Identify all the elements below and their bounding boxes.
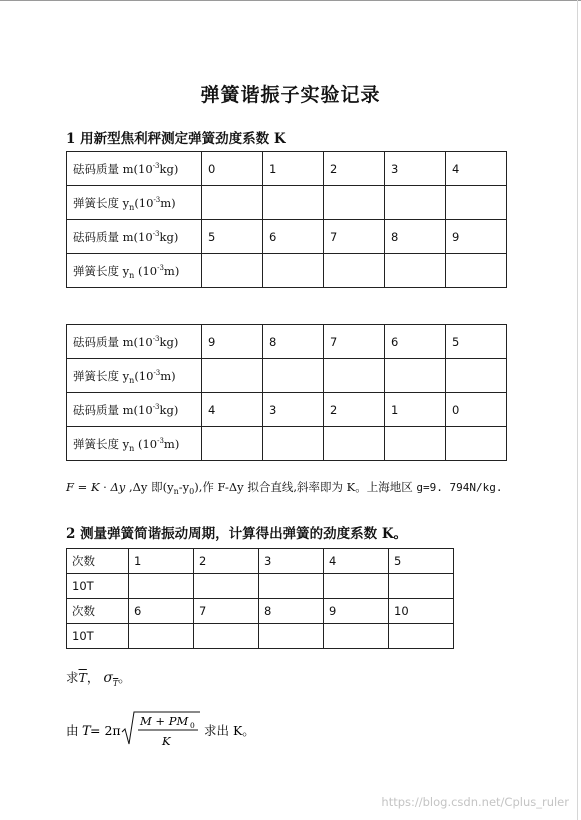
empty-cell[interactable]: [385, 359, 446, 393]
section-2-number: 2: [66, 526, 76, 542]
section-1-number: 1: [66, 131, 76, 147]
table-row: [67, 549, 454, 574]
table-row: [67, 186, 507, 220]
empty-cell[interactable]: [446, 186, 507, 220]
table-cell: 8: [263, 325, 324, 359]
gravity-value: g=9. 794N/kg.: [416, 481, 503, 494]
watermark: https://blog.csdn.net/Cplus_ruler: [381, 795, 569, 809]
formula-sub-0: 0: [189, 487, 195, 496]
table-cell: 5: [389, 549, 454, 574]
empty-cell[interactable]: [202, 359, 263, 393]
table-cell: 4: [202, 393, 263, 427]
numerator: M + PM: [140, 714, 189, 728]
table-cell: 2: [194, 549, 259, 574]
page-title: 弹簧谐振子实验记录: [200, 84, 381, 106]
numerator-subscript: 0: [190, 721, 195, 730]
formula-eq-2pi: = 2π: [90, 723, 121, 738]
table-cell: 3: [385, 152, 446, 186]
empty-cell[interactable]: [129, 624, 194, 649]
empty-cell[interactable]: [259, 624, 324, 649]
section-2-symbol: K。: [381, 526, 408, 542]
empty-cell[interactable]: [324, 186, 385, 220]
table-cell: 6: [129, 599, 194, 624]
empty-cell[interactable]: [263, 427, 324, 461]
page-right-edge: [577, 0, 578, 820]
hooke-formula-line: [66, 479, 502, 495]
section-1-symbol: K: [273, 131, 286, 147]
mean-suffix: 。: [118, 670, 131, 685]
table-cell: 7: [324, 325, 385, 359]
section-1-heading: [66, 127, 286, 147]
formula-text-2: ),作 F-Δy 拟合直线,斜率即为 K。上海地区: [194, 480, 417, 494]
table-cell: 4: [446, 152, 507, 186]
mean-period-symbol: $\overline{T}$: [78, 670, 87, 685]
denominator: K: [162, 734, 171, 748]
empty-cell[interactable]: [129, 574, 194, 599]
spring-table-2: [66, 324, 507, 461]
mean-prefix: 求: [66, 670, 79, 685]
table-row: [67, 325, 507, 359]
formula-suffix: 求出 K。: [204, 723, 255, 738]
count-label: 次数: [67, 549, 129, 574]
spring-table-1: [66, 151, 507, 288]
formula-dot: ·: [99, 480, 111, 494]
table-cell: 0: [202, 152, 263, 186]
table-cell: 2: [324, 152, 385, 186]
empty-cell[interactable]: [324, 359, 385, 393]
table-cell: 9: [446, 220, 507, 254]
formula-text-1: ,Δy 即(y: [125, 480, 174, 494]
period-formula-svg: [66, 708, 266, 752]
table-cell: 1: [263, 152, 324, 186]
table-row: [67, 359, 507, 393]
empty-cell[interactable]: [263, 186, 324, 220]
empty-cell[interactable]: [194, 624, 259, 649]
length-label: 弹簧长度 $y_n$ $(10^{-3}m)$: [67, 254, 202, 288]
table-row: [67, 624, 454, 649]
section-2-heading: [66, 522, 407, 542]
section-2-text: 测量弹簧简谐振动周期，计算得出弹簧的劲度系数: [80, 526, 378, 542]
formula-k: K: [90, 480, 100, 494]
length-label: 弹簧长度 $y_n(10^{-3}m)$: [67, 359, 202, 393]
table-cell: 5: [446, 325, 507, 359]
formula-dy: Δy: [110, 480, 126, 494]
empty-cell[interactable]: [389, 624, 454, 649]
empty-cell[interactable]: [263, 359, 324, 393]
empty-cell[interactable]: [324, 427, 385, 461]
mass-label: 砝码质量 $m(10^{-3}kg)$: [67, 325, 202, 359]
empty-cell[interactable]: [385, 186, 446, 220]
empty-cell[interactable]: [259, 574, 324, 599]
table-cell: 6: [263, 220, 324, 254]
table-cell: 2: [324, 393, 385, 427]
sigma-subscript: T: [112, 679, 119, 688]
period-label: 10T: [67, 624, 129, 649]
table-row: [67, 393, 507, 427]
table-cell: 1: [385, 393, 446, 427]
empty-cell[interactable]: [446, 254, 507, 288]
empty-cell[interactable]: [202, 186, 263, 220]
empty-cell[interactable]: [324, 574, 389, 599]
formula-sub-n: n: [173, 487, 179, 496]
table-cell: 0: [446, 393, 507, 427]
table-cell: 5: [202, 220, 263, 254]
table-row: [67, 427, 507, 461]
formula-dash: -y: [178, 480, 190, 494]
table-cell: 9: [324, 599, 389, 624]
empty-cell[interactable]: [263, 254, 324, 288]
length-label: 弹簧长度 $y_n$ $(10^{-3}m)$: [67, 427, 202, 461]
empty-cell[interactable]: [385, 254, 446, 288]
table-row: [67, 254, 507, 288]
table-row: [67, 220, 507, 254]
mass-label: 砝码质量 $m(10^{-3}kg)$: [67, 152, 202, 186]
empty-cell[interactable]: [324, 624, 389, 649]
empty-cell[interactable]: [389, 574, 454, 599]
empty-cell[interactable]: [446, 427, 507, 461]
table-cell: 7: [194, 599, 259, 624]
empty-cell[interactable]: [385, 427, 446, 461]
table-row: [67, 152, 507, 186]
sigma-symbol: σ: [103, 670, 113, 686]
table-cell: 3: [259, 549, 324, 574]
formula-f: F: [66, 480, 74, 494]
table-row: [67, 599, 454, 624]
empty-cell[interactable]: [202, 427, 263, 461]
period-table: [66, 548, 454, 649]
table-cell: 8: [259, 599, 324, 624]
empty-cell[interactable]: [324, 254, 385, 288]
formula-prefix: 由: [66, 723, 79, 738]
empty-cell[interactable]: [446, 359, 507, 393]
formula-t: T: [82, 724, 91, 739]
table-cell: 4: [324, 549, 389, 574]
empty-cell[interactable]: [202, 254, 263, 288]
mean-comma: ，: [86, 670, 100, 685]
table-cell: 6: [385, 325, 446, 359]
length-label: 弹簧长度 $y_n(10^{-3}m)$: [67, 186, 202, 220]
mean-std-line: [66, 668, 131, 686]
table-cell: 8: [385, 220, 446, 254]
mass-label: 砝码质量 $m(10^{-3}kg)$: [67, 393, 202, 427]
empty-cell[interactable]: [194, 574, 259, 599]
mass-label: 砝码质量 $m(10^{-3}kg)$: [67, 220, 202, 254]
count-label: 次数: [67, 599, 129, 624]
table-cell: 1: [129, 549, 194, 574]
table-cell: 3: [263, 393, 324, 427]
table-cell: 9: [202, 325, 263, 359]
table-cell: 10: [389, 599, 454, 624]
period-label: 10T: [67, 574, 129, 599]
page-top-edge: [0, 0, 581, 1]
table-row: [67, 574, 454, 599]
section-1-text: 用新型焦利秤测定弹簧劲度系数: [80, 131, 270, 147]
formula-eq: =: [73, 480, 91, 494]
table-cell: 7: [324, 220, 385, 254]
